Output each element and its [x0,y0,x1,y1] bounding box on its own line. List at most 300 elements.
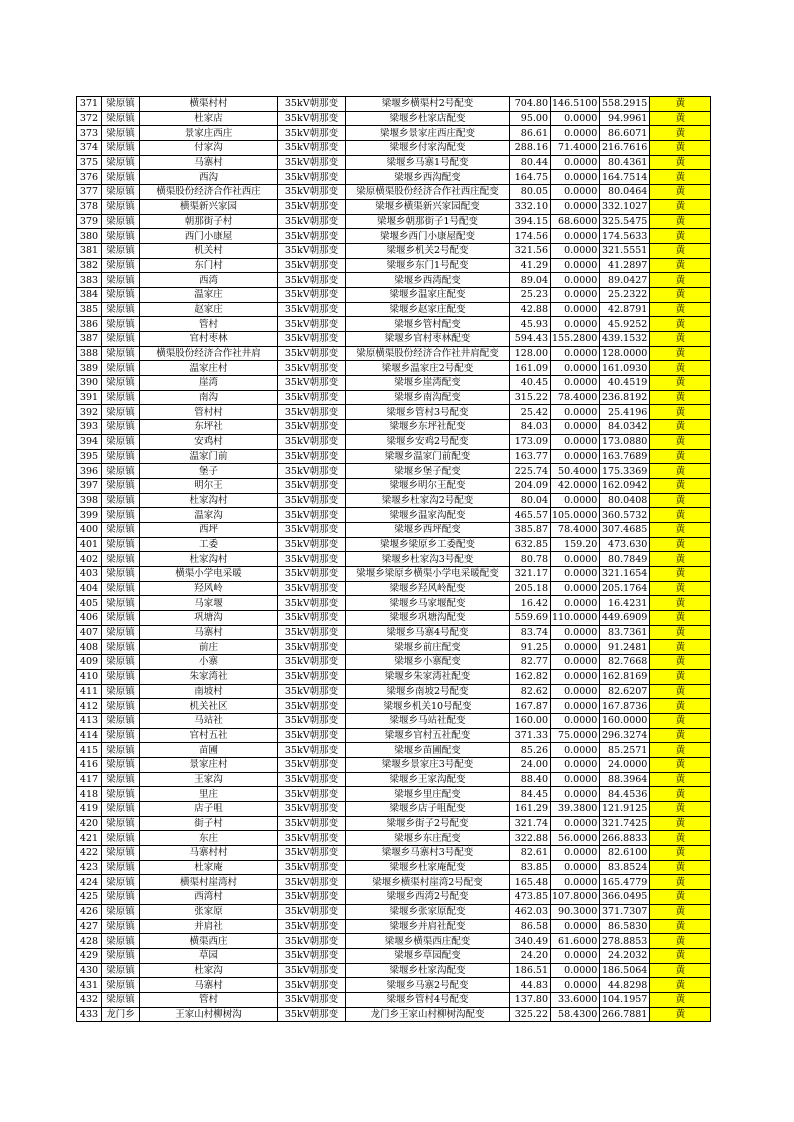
transformer-cell: 梁堰乡店子咀配变 [346,802,510,817]
table-row [77,111,711,126]
deduction-cell: 0.0000 [551,846,600,861]
substation-cell: 35kV朝那变 [278,155,346,170]
deduction-cell: 0.0000 [551,655,600,670]
transformer-cell: 梁堰乡西门小康屋配变 [346,229,510,244]
status-cell: 黄 [650,1007,711,1022]
remaining-cell: 186.5064 [600,963,650,978]
table-row [77,890,711,905]
remaining-cell: 325.5475 [600,214,650,229]
substation-cell: 35kV朝那变 [278,332,346,347]
status-cell: 黄 [650,713,711,728]
row-number: 371 [77,97,102,112]
town-cell: 梁原镇 [102,420,140,435]
row-number: 389 [77,361,102,376]
deduction-cell: 159.20 [551,537,600,552]
deduction-cell: 0.0000 [551,860,600,875]
transformer-cell: 梁堰乡横渠村崖湾2号配变 [346,875,510,890]
village-cell: 工委 [140,537,278,552]
transformer-cell: 梁堰乡横渠村2号配变 [346,97,510,112]
remaining-cell: 332.1027 [600,199,650,214]
row-number: 415 [77,743,102,758]
deduction-cell: 155.2800 [551,332,600,347]
row-number: 382 [77,258,102,273]
town-cell: 梁原镇 [102,332,140,347]
village-cell: 杜家沟 [140,963,278,978]
transformer-cell: 梁堰乡西沟配变 [346,170,510,185]
table-row [77,522,711,537]
status-cell: 黄 [650,229,711,244]
status-cell: 黄 [650,684,711,699]
capacity-cell: 174.56 [510,229,551,244]
village-cell: 南坡村 [140,684,278,699]
town-cell: 梁原镇 [102,816,140,831]
capacity-cell: 632.85 [510,537,551,552]
status-cell: 黄 [650,757,711,772]
town-cell: 梁原镇 [102,317,140,332]
status-cell: 黄 [650,772,711,787]
remaining-cell: 121.9125 [600,802,650,817]
remaining-cell: 41.2897 [600,258,650,273]
row-number: 398 [77,493,102,508]
status-cell: 黄 [650,155,711,170]
table-row [77,684,711,699]
table-row [77,287,711,302]
row-number: 393 [77,420,102,435]
deduction-cell: 0.0000 [551,787,600,802]
town-cell: 梁原镇 [102,728,140,743]
transformer-cell: 梁堰乡景家庄3号配变 [346,757,510,772]
deduction-cell: 0.0000 [551,302,600,317]
town-cell: 梁原镇 [102,640,140,655]
transformer-cell: 梁堰乡温家庄配变 [346,287,510,302]
town-cell: 梁原镇 [102,522,140,537]
status-cell: 黄 [650,934,711,949]
remaining-cell: 174.5633 [600,229,650,244]
table-row [77,1007,711,1022]
table-row [77,214,711,229]
village-cell: 王家沟 [140,772,278,787]
transformer-cell: 梁堰乡王家沟配变 [346,772,510,787]
substation-cell: 35kV朝那变 [278,684,346,699]
transformer-cell: 梁堰乡杜家庵配变 [346,860,510,875]
capacity-cell: 89.04 [510,273,551,288]
capacity-cell: 95.00 [510,111,551,126]
remaining-cell: 25.2322 [600,287,650,302]
town-cell: 梁原镇 [102,155,140,170]
substation-cell: 35kV朝那变 [278,97,346,112]
remaining-cell: 104.1957 [600,992,650,1007]
remaining-cell: 321.7425 [600,816,650,831]
row-number: 392 [77,405,102,420]
status-cell: 黄 [650,434,711,449]
table-row [77,904,711,919]
status-cell: 黄 [650,141,711,156]
row-number: 421 [77,831,102,846]
row-number: 377 [77,185,102,200]
table-row [77,332,711,347]
status-cell: 黄 [650,537,711,552]
town-cell: 梁原镇 [102,757,140,772]
status-cell: 黄 [650,743,711,758]
table-row [77,978,711,993]
town-cell: 梁原镇 [102,978,140,993]
table-row [77,420,711,435]
table-row [77,787,711,802]
deduction-cell: 0.0000 [551,229,600,244]
remaining-cell: 80.7849 [600,552,650,567]
transformer-cell: 梁堰乡杜家沟2号配变 [346,493,510,508]
transformer-cell: 梁堰乡巩塘沟配变 [346,611,510,626]
village-cell: 管村 [140,317,278,332]
capacity-cell: 160.00 [510,713,551,728]
remaining-cell: 164.7514 [600,170,650,185]
deduction-cell: 0.0000 [551,948,600,963]
remaining-cell: 266.8833 [600,831,650,846]
transformer-cell: 梁堰乡东门1号配变 [346,258,510,273]
town-cell: 梁原镇 [102,860,140,875]
row-number: 400 [77,522,102,537]
row-number: 391 [77,390,102,405]
table-row [77,185,711,200]
deduction-cell: 61.6000 [551,934,600,949]
table-row [77,581,711,596]
row-number: 372 [77,111,102,126]
substation-cell: 35kV朝那变 [278,390,346,405]
remaining-cell: 266.7881 [600,1007,650,1022]
town-cell: 梁原镇 [102,243,140,258]
table-row [77,860,711,875]
substation-cell: 35kV朝那变 [278,508,346,523]
row-number: 376 [77,170,102,185]
remaining-cell: 86.6071 [600,126,650,141]
remaining-cell: 162.8169 [600,669,650,684]
remaining-cell: 83.8524 [600,860,650,875]
substation-cell: 35kV朝那变 [278,611,346,626]
row-number: 430 [77,963,102,978]
row-number: 418 [77,787,102,802]
substation-cell: 35kV朝那变 [278,596,346,611]
remaining-cell: 321.1654 [600,567,650,582]
substation-cell: 35kV朝那变 [278,934,346,949]
village-cell: 温家庄 [140,287,278,302]
transformer-cell: 梁堰乡景家庄西庄配变 [346,126,510,141]
deduction-cell: 50.4000 [551,464,600,479]
status-cell: 黄 [650,919,711,934]
row-number: 413 [77,713,102,728]
capacity-cell: 24.00 [510,757,551,772]
village-cell: 马寨村 [140,155,278,170]
deduction-cell: 90.3000 [551,904,600,919]
status-cell: 黄 [650,243,711,258]
village-cell: 机关社区 [140,699,278,714]
town-cell: 梁原镇 [102,493,140,508]
status-cell: 黄 [650,508,711,523]
village-cell: 马站社 [140,713,278,728]
table-row [77,199,711,214]
deduction-cell: 75.0000 [551,728,600,743]
town-cell: 梁原镇 [102,199,140,214]
deduction-cell: 33.6000 [551,992,600,1007]
table-body [77,97,711,1022]
town-cell: 梁原镇 [102,185,140,200]
capacity-cell: 85.26 [510,743,551,758]
remaining-cell: 85.2571 [600,743,650,758]
substation-cell: 35kV朝那变 [278,141,346,156]
status-cell: 黄 [650,522,711,537]
table-row [77,405,711,420]
transformer-cell: 梁堰乡管村配变 [346,317,510,332]
substation-cell: 35kV朝那变 [278,258,346,273]
transformer-cell: 梁堰乡马寨2号配变 [346,978,510,993]
table-row [77,948,711,963]
status-cell: 黄 [650,390,711,405]
deduction-cell: 0.0000 [551,625,600,640]
deduction-cell: 0.0000 [551,816,600,831]
village-cell: 明尔王 [140,478,278,493]
substation-cell: 35kV朝那变 [278,464,346,479]
substation-cell: 35kV朝那变 [278,948,346,963]
remaining-cell: 82.7668 [600,655,650,670]
town-cell: 梁原镇 [102,713,140,728]
transformer-cell: 梁堰乡管村3号配变 [346,405,510,420]
capacity-cell: 205.18 [510,581,551,596]
transformer-cell: 梁堰乡西坪配变 [346,522,510,537]
remaining-cell: 161.0930 [600,361,650,376]
deduction-cell: 0.0000 [551,713,600,728]
remaining-cell: 558.2915 [600,97,650,112]
row-number: 414 [77,728,102,743]
table-row [77,493,711,508]
substation-cell: 35kV朝那变 [278,919,346,934]
remaining-cell: 473.630 [600,537,650,552]
transformer-cell: 梁堰乡崖湾配变 [346,376,510,391]
remaining-cell: 296.3274 [600,728,650,743]
row-number: 374 [77,141,102,156]
remaining-cell: 439.1532 [600,332,650,347]
town-cell: 梁原镇 [102,229,140,244]
substation-cell: 35kV朝那变 [278,214,346,229]
table-row [77,243,711,258]
status-cell: 黄 [650,611,711,626]
town-cell: 梁原镇 [102,273,140,288]
deduction-cell: 0.0000 [551,596,600,611]
town-cell: 梁原镇 [102,434,140,449]
substation-cell: 35kV朝那变 [278,890,346,905]
town-cell: 梁原镇 [102,552,140,567]
deduction-cell: 0.0000 [551,185,600,200]
capacity-cell: 465.57 [510,508,551,523]
capacity-cell: 80.44 [510,155,551,170]
transformer-cell: 梁堰乡赵家庄配变 [346,302,510,317]
capacity-cell: 322.88 [510,831,551,846]
row-number: 394 [77,434,102,449]
village-cell: 付家沟 [140,141,278,156]
village-cell: 横渠村崖湾村 [140,875,278,890]
substation-cell: 35kV朝那变 [278,567,346,582]
capacity-cell: 82.62 [510,684,551,699]
transformer-cell: 梁堰乡付家沟配变 [346,141,510,156]
substation-cell: 35kV朝那变 [278,699,346,714]
transformer-cell: 梁堰乡苗圃配变 [346,743,510,758]
town-cell: 梁原镇 [102,346,140,361]
table-row [77,963,711,978]
status-cell: 黄 [650,126,711,141]
town-cell: 龙门乡 [102,1007,140,1022]
row-number: 397 [77,478,102,493]
transformer-cell: 梁堰乡温家门前配变 [346,449,510,464]
town-cell: 梁原镇 [102,478,140,493]
substation-cell: 35kV朝那变 [278,846,346,861]
town-cell: 梁原镇 [102,596,140,611]
status-cell: 黄 [650,317,711,332]
deduction-cell: 68.6000 [551,214,600,229]
substation-cell: 35kV朝那变 [278,170,346,185]
row-number: 426 [77,904,102,919]
row-number: 395 [77,449,102,464]
substation-cell: 35kV朝那变 [278,772,346,787]
capacity-cell: 163.77 [510,449,551,464]
substation-cell: 35kV朝那变 [278,317,346,332]
deduction-cell: 0.0000 [551,346,600,361]
transformer-cell: 梁堰乡官村枣林配变 [346,332,510,347]
row-number: 433 [77,1007,102,1022]
deduction-cell: 0.0000 [551,361,600,376]
deduction-cell: 0.0000 [551,669,600,684]
capacity-cell: 45.93 [510,317,551,332]
village-cell: 横渠股份经济合作社井肩 [140,346,278,361]
status-cell: 黄 [650,258,711,273]
capacity-cell: 16.42 [510,596,551,611]
status-cell: 黄 [650,860,711,875]
transformer-cell: 梁堰乡杜家店配变 [346,111,510,126]
row-number: 429 [77,948,102,963]
remaining-cell: 83.7361 [600,625,650,640]
capacity-cell: 204.09 [510,478,551,493]
village-cell: 温家沟 [140,508,278,523]
row-number: 384 [77,287,102,302]
deduction-cell: 0.0000 [551,552,600,567]
remaining-cell: 88.3964 [600,772,650,787]
remaining-cell: 89.0427 [600,273,650,288]
substation-cell: 35kV朝那变 [278,728,346,743]
deduction-cell: 0.0000 [551,743,600,758]
capacity-cell: 84.03 [510,420,551,435]
transformer-cell: 梁堰乡街子2号配变 [346,816,510,831]
table-row [77,743,711,758]
transformer-cell: 梁堰乡堡子配变 [346,464,510,479]
village-cell: 并肩社 [140,919,278,934]
remaining-cell: 24.2032 [600,948,650,963]
capacity-cell: 321.56 [510,243,551,258]
village-cell: 横渠股份经济合作社西庄 [140,185,278,200]
capacity-cell: 321.74 [510,816,551,831]
status-cell: 黄 [650,449,711,464]
table-row [77,141,711,156]
transformer-cell: 梁堰乡草园配变 [346,948,510,963]
town-cell: 梁原镇 [102,890,140,905]
substation-cell: 35kV朝那变 [278,229,346,244]
deduction-cell: 0.0000 [551,376,600,391]
row-number: 427 [77,919,102,934]
substation-cell: 35kV朝那变 [278,449,346,464]
transformer-cell: 梁堰乡管村4号配变 [346,992,510,1007]
village-cell: 苗圃 [140,743,278,758]
status-cell: 黄 [650,831,711,846]
substation-cell: 35kV朝那变 [278,361,346,376]
table-row [77,713,711,728]
village-cell: 安鸡村 [140,434,278,449]
capacity-cell: 288.16 [510,141,551,156]
town-cell: 梁原镇 [102,302,140,317]
table-row [77,567,711,582]
town-cell: 梁原镇 [102,376,140,391]
table-row [77,229,711,244]
town-cell: 梁原镇 [102,214,140,229]
capacity-cell: 82.77 [510,655,551,670]
capacity-cell: 41.29 [510,258,551,273]
capacity-cell: 165.48 [510,875,551,890]
capacity-cell: 88.40 [510,772,551,787]
substation-cell: 35kV朝那变 [278,904,346,919]
capacity-cell: 86.58 [510,919,551,934]
village-cell: 朱家湾社 [140,669,278,684]
status-cell: 黄 [650,464,711,479]
row-number: 404 [77,581,102,596]
status-cell: 黄 [650,346,711,361]
substation-cell: 35kV朝那变 [278,493,346,508]
capacity-cell: 82.61 [510,846,551,861]
table-row [77,802,711,817]
table-row [77,934,711,949]
substation-cell: 35kV朝那变 [278,111,346,126]
capacity-cell: 385.87 [510,522,551,537]
transformer-cell: 梁堰乡温家沟配变 [346,508,510,523]
town-cell: 梁原镇 [102,126,140,141]
row-number: 420 [77,816,102,831]
substation-cell: 35kV朝那变 [278,1007,346,1022]
deduction-cell: 0.0000 [551,434,600,449]
deduction-cell: 0.0000 [551,772,600,787]
table-row [77,625,711,640]
town-cell: 梁原镇 [102,449,140,464]
deduction-cell: 0.0000 [551,170,600,185]
capacity-cell: 42.88 [510,302,551,317]
deduction-cell: 0.0000 [551,111,600,126]
village-cell: 店子咀 [140,802,278,817]
village-cell: 南沟 [140,390,278,405]
village-cell: 景家庄西庄 [140,126,278,141]
substation-cell: 35kV朝那变 [278,860,346,875]
status-cell: 黄 [650,787,711,802]
capacity-cell: 473.85 [510,890,551,905]
capacity-cell: 91.25 [510,640,551,655]
transformer-cell: 梁堰乡马寨村3号配变 [346,846,510,861]
village-cell: 东门村 [140,258,278,273]
substation-cell: 35kV朝那变 [278,713,346,728]
remaining-cell: 80.0408 [600,493,650,508]
table-row [77,728,711,743]
deduction-cell: 0.0000 [551,155,600,170]
status-cell: 黄 [650,552,711,567]
table-row [77,302,711,317]
town-cell: 梁原镇 [102,802,140,817]
status-cell: 黄 [650,361,711,376]
village-cell: 西湾村 [140,890,278,905]
capacity-cell: 321.17 [510,567,551,582]
transformer-cell: 梁堰乡横渠新兴家园配变 [346,199,510,214]
substation-cell: 35kV朝那变 [278,581,346,596]
status-cell: 黄 [650,655,711,670]
